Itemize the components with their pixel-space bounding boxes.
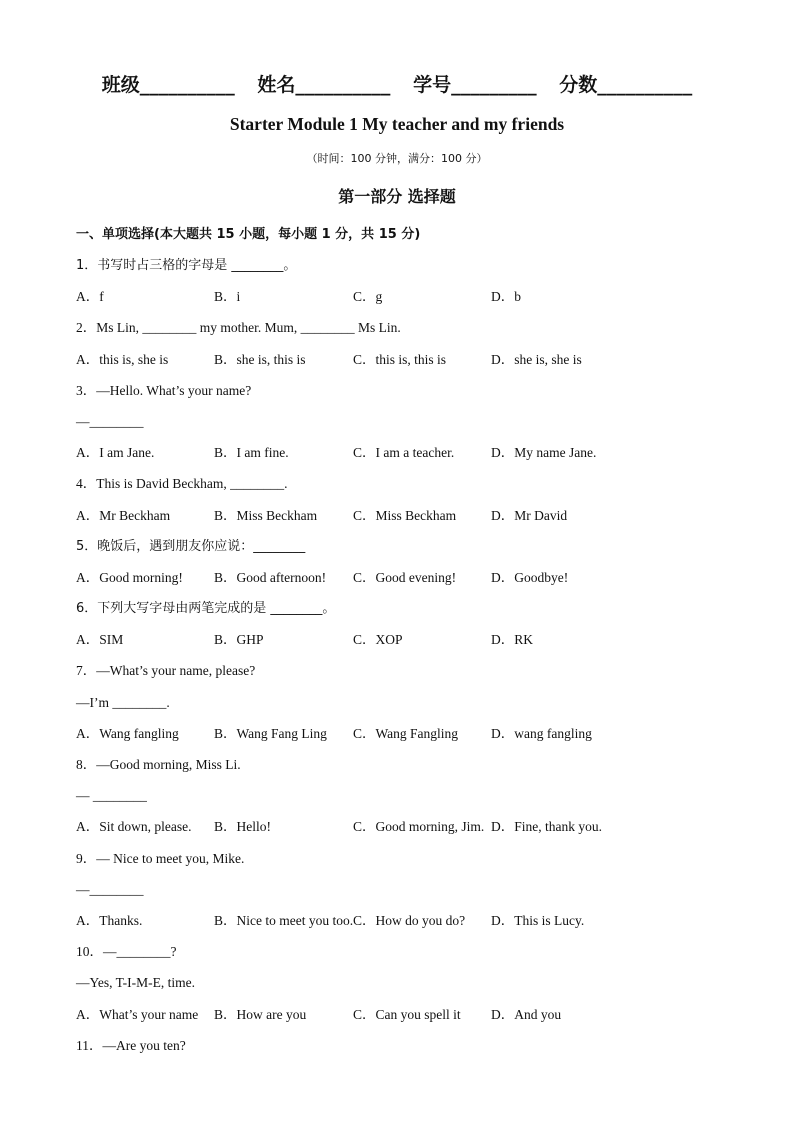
answer-option: A．f xyxy=(76,289,104,305)
options-row xyxy=(76,1005,736,1036)
options-row xyxy=(76,287,736,318)
answer-option: A．SIM xyxy=(76,632,124,648)
options-row xyxy=(76,630,736,661)
score-field: 分数__________ xyxy=(559,74,693,96)
question-stem: 4．This is David Beckham, ________. xyxy=(76,476,288,492)
answer-option: B．Wang Fang Ling xyxy=(214,725,327,741)
question-dialogue-line: —I’m ________. xyxy=(76,694,170,710)
answer-option: C．Miss Beckham xyxy=(353,507,457,523)
options-row xyxy=(76,911,736,942)
student-number-field: 学号_________ xyxy=(413,74,537,96)
answer-option: C．XOP xyxy=(353,632,403,648)
question-stem: 1．书写时占三格的字母是 ________。 xyxy=(76,258,297,273)
answer-option: B．I am fine. xyxy=(214,445,289,461)
answer-option: C．Wang Fangling xyxy=(353,725,459,741)
answer-option: C．Can you spell it xyxy=(353,1006,461,1022)
question-stem: 5．晚饭后，遇到朋友你应说：________ xyxy=(76,538,306,554)
answer-option: A．I am Jane. xyxy=(76,445,155,461)
answer-option: D．Fine, thank you. xyxy=(491,819,602,835)
question-stem: 3．—Hello. What’s your name? xyxy=(76,382,252,398)
answer-option: B．GHP xyxy=(214,632,264,648)
question-dialogue-line: — ________ xyxy=(76,788,147,804)
answer-option: B．Miss Beckham xyxy=(214,507,318,523)
answer-option: D．Mr David xyxy=(491,507,568,523)
answer-option: B．i xyxy=(214,289,241,305)
answer-option: B．Hello! xyxy=(214,819,271,835)
answer-option: A．Thanks. xyxy=(76,912,143,928)
answer-option: D．And you xyxy=(491,1006,562,1022)
options-row xyxy=(76,443,736,474)
question-stem: 6．下列大写字母由两笔完成的是 ________。 xyxy=(76,601,336,617)
options-row xyxy=(76,568,736,599)
answer-option: D．Goodbye! xyxy=(491,569,569,585)
answer-option: A．Good morning! xyxy=(76,569,183,585)
answer-option: B．Good afternoon! xyxy=(214,569,327,585)
answer-option: A．this is, she is xyxy=(76,351,169,367)
exam-subtitle: （时间：100 分钟，满分：100 分） xyxy=(306,152,488,165)
exam-title: Starter Module 1 My teacher and my friends xyxy=(229,114,565,134)
question-list xyxy=(76,256,736,1067)
question-stem: 8．—Good morning, Miss Li. xyxy=(76,757,241,772)
answer-option: D．RK xyxy=(491,632,534,648)
answer-option: D．My name Jane. xyxy=(491,445,597,461)
answer-option: B．How are you xyxy=(214,1006,307,1022)
options-row xyxy=(76,350,736,381)
name-field: 姓名__________ xyxy=(257,74,391,96)
answer-option: C．I am a teacher. xyxy=(353,445,455,461)
question-dialogue-line: —________ xyxy=(76,881,144,897)
part-title: 第一部分 选择题 xyxy=(338,187,456,206)
answer-option: D．wang fangling xyxy=(491,725,592,741)
question-dialogue-line: —Yes, T-I-M-E, time. xyxy=(76,975,196,991)
answer-option: A．Mr Beckham xyxy=(76,507,171,523)
answer-option: C．Good evening! xyxy=(353,569,457,585)
answer-option: C．this is, this is xyxy=(353,351,447,367)
answer-option: C．Good morning, Jim. xyxy=(353,819,485,835)
class-field: 班级__________ xyxy=(101,74,235,96)
answer-option: D．This is Lucy. xyxy=(491,912,585,928)
answer-option: A．Wang fangling xyxy=(76,725,179,741)
answer-option: A．Sit down, please. xyxy=(76,819,192,835)
answer-option: C．How do you do? xyxy=(353,912,466,928)
answer-option: B．Nice to meet you too. xyxy=(214,912,354,928)
question-stem: 9．— Nice to meet you, Mike. xyxy=(76,850,245,866)
answer-option: B．she is, this is xyxy=(214,351,306,367)
answer-option: D．b xyxy=(491,289,521,305)
answer-option: D．she is, she is xyxy=(491,351,582,367)
question-stem: 11．—Are you ten? xyxy=(76,1037,186,1053)
section-title: 一、单项选择(本大题共 15 小题，每小题 1 分，共 15 分) xyxy=(76,227,421,242)
question-stem: 10．—________? xyxy=(76,944,177,960)
options-row xyxy=(76,506,736,537)
student-info-header xyxy=(0,70,794,97)
options-row xyxy=(76,724,736,755)
answer-option: C．g xyxy=(353,289,383,305)
question-stem: 7．—What’s your name, please? xyxy=(76,663,256,679)
question-stem: 2．Ms Lin, ________ my mother. Mum, ________ Ms Lin. xyxy=(76,320,401,336)
question-dialogue-line: —________ xyxy=(76,413,144,429)
answer-option: A．What’s your name xyxy=(76,1006,199,1022)
options-row xyxy=(76,817,736,848)
